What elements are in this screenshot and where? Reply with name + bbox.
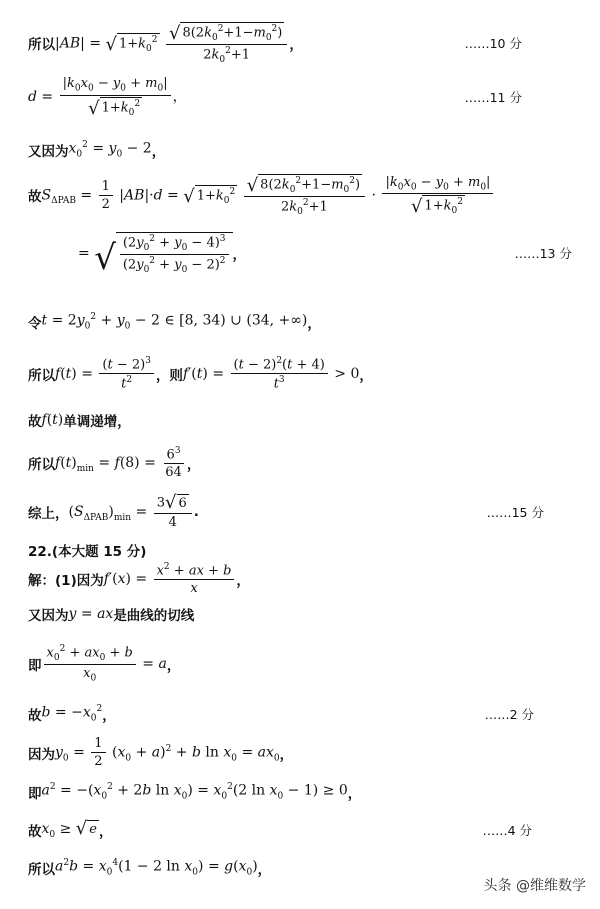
punct: ， [257,862,272,878]
formula-d: d = $|k_0x_0 - y_0 + m_0|$ √ $1+k_0^2$ ， [28,76,187,119]
line-ft [28,356,580,392]
formula-area: $S_{\Delta PAB}$ = $\frac{1}{2}$ |AB|·d = √ $1+k_0^2$ √ $8(2k_0^2+1-m_0^2)$ $2k_0^2+1$ · $|k_0x_0 - y_0 + m_0|$ √ $1+k_0^2$ [42,174,496,217]
sqrt: √ $1+k_0^2$ [105,33,158,55]
fraction: √ $8(2k_0^2+1-m_0^2)$ $2k_0^2+1$ [166,22,287,65]
prefix: 综上， [28,506,69,522]
formula-slope: $\frac{x_0^2 + ax_0 + b}{x_0}$ = a [42,644,167,684]
line-conclusion [28,494,580,530]
punct: ， [307,316,321,332]
score-mark: ……10 分 [464,36,522,52]
prefix: 所以 [28,457,55,474]
formula-ft: f(t) = $\frac{(t - 2)^3}{t^2}$ [55,356,156,392]
line-area-simplified [78,232,580,278]
formula-area-y0: = √ $\frac{(2y_0^2 + y_0 - 4)^3}{(2y_0^2 + y_0 - 2)^2}$ [78,232,233,275]
line-tangent [28,604,580,624]
punct: ， [279,746,294,763]
punct: ， [98,824,113,840]
line-problem-22 [28,540,580,560]
formula-b: $b = -x_0^2$ [41,704,103,724]
punct: ， [151,144,166,160]
line-slope [28,644,580,684]
punct: ， [347,786,362,802]
prefix: 故 [28,189,42,206]
prefix: 故 [28,824,42,840]
prefix: 又因为 [28,144,69,160]
line-monotonic [28,410,580,430]
suffix: 是曲线的切线 [113,608,195,624]
prefix: 令 [28,316,42,332]
formula-a2: $a^2 = -(x_0^2 + 2b$ $\ln x_0) = x_0^2(2$ $\ln x_0 - 1) \ge 0$ [41,782,348,802]
formula-y0: $y_0$ = $\frac{1}{2}$ $(x_0 + a)^2 + b$ $\ln x_0 = ax_0$ [55,736,280,769]
line-min [28,446,580,480]
prefix: 所以 [28,37,55,54]
line-distance [28,76,580,118]
score-mark: ……11 分 [464,89,522,105]
line-substitution [28,312,580,332]
prefix: 故 [28,708,42,724]
formula-f: f(t) [41,412,64,428]
line-area [28,174,580,217]
prefix: 故 [28,414,42,430]
line-solution-start [28,562,580,596]
formula-fprime: f′(x) = $\frac{x^2 + ax + b}{x}$ [104,562,237,596]
formula-ab: |AB| = √ $1+k_0^2$ √ $8(2k_0^2+1-m_0^2)$ $2k_0^2+1$ [55,22,289,65]
score-mark: ……4 分 [482,823,532,838]
prefix: 所以 [28,862,55,878]
punct: ， [359,367,373,384]
formula-derivative: f′(t) = $\frac{(t - 2)^2(t + 4)}{t^3}$ > 0 [182,356,360,392]
formula-tangent: y = ax [68,606,114,622]
punct: . [193,504,199,520]
formula-t: $t = 2y_0^2 + y_0 - 2$ ∈ [8, 34) ∪ (34, +∞) [41,312,308,332]
line-b [28,704,580,724]
line-ab-length [28,22,580,65]
watermark: 头条 @维维数学 [483,878,586,894]
prefix: 解：(1)因为 [28,573,104,590]
formula-x0-bound: $x_0$ ≥ √ e [41,818,97,840]
prefix: 因为 [28,746,55,763]
fraction: $|k_0x_0 - y_0 + m_0|$ √ $1+k_0^2$ [60,76,171,118]
problem-heading: 22.(本大题 15 分) [28,544,147,560]
prefix: 又因为 [28,608,69,624]
score-mark: ……15 分 [486,505,544,520]
line-a-squared [28,782,580,802]
prefix: 即 [28,786,42,802]
line-x0 [28,140,580,160]
punct: ， [102,708,116,724]
formula-x0: $x_0^2 = y_0 - 2$ [68,140,152,160]
punct: ， [236,573,250,590]
prefix: 即 [28,657,42,674]
formula-min: $f(t)_{min} = f(8)$ = $\frac{6^3}{64}$ [55,446,182,481]
formula-g: $a^2b = x_0^4(1 - 2$ $\ln x_0) = g(x_0)$ [55,858,258,878]
formula-smin: $(S_{\Delta PAB})_{min}$ = 3 √ 6 4 [69,494,194,530]
line-y0 [28,736,580,769]
score-mark: ……2 分 [484,707,534,722]
connector: ，则 [155,367,183,384]
punct: ， [289,37,303,54]
prefix: 所以 [28,367,55,384]
punct: ， [166,657,181,674]
line-x0-bound [28,820,580,840]
score-mark: ……13 分 [514,246,572,262]
punct: ， [232,247,247,264]
suffix: 单调递增， [63,414,131,430]
punct: ， [186,457,201,474]
